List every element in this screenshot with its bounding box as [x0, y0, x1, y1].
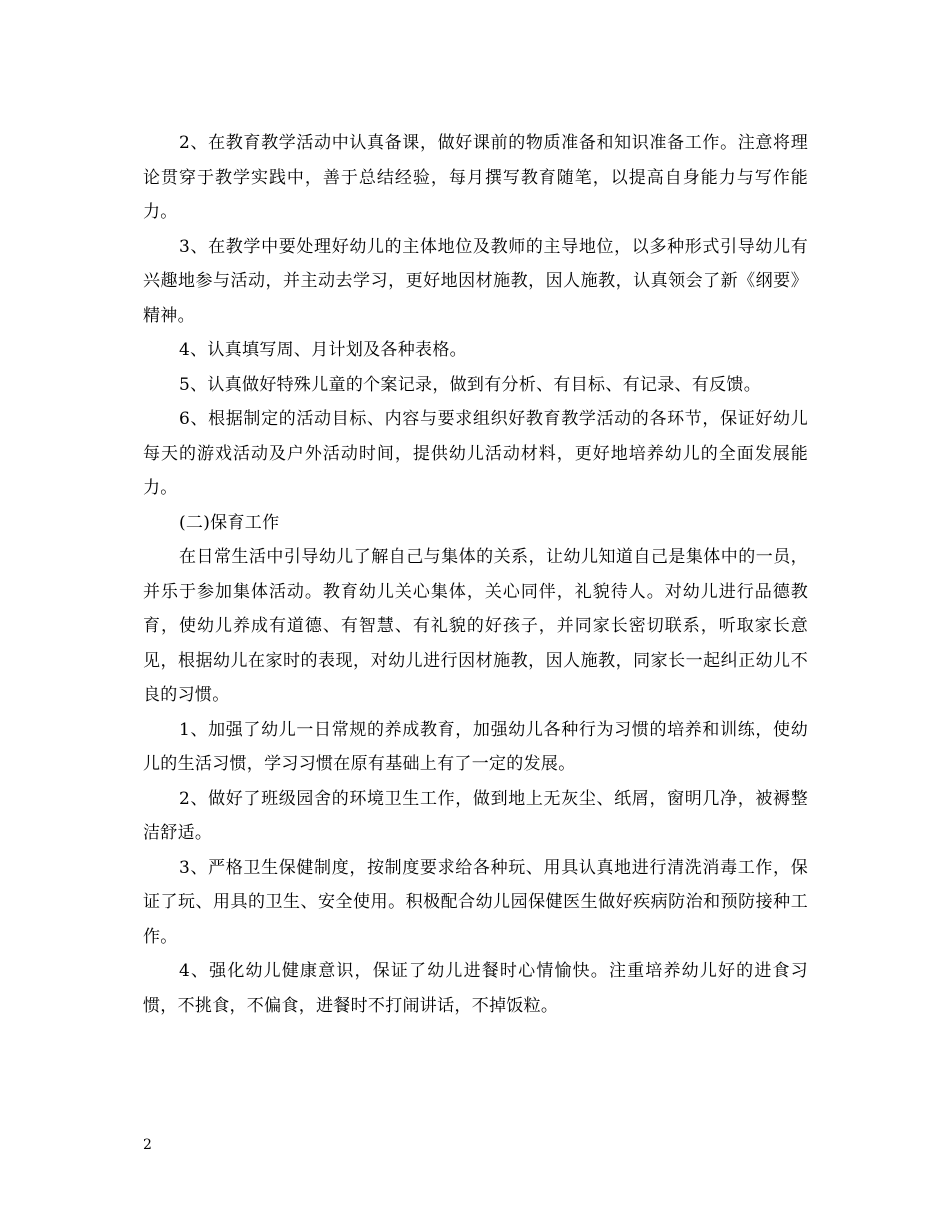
paragraph-health-care-system: 3、严格卫生保健制度，按制度要求给各种玩、用具认真地进行清洗消毒工作，保证了玩、用具的卫生、安全使用。积极配合幼儿园保健医生做好疾病防治和预防接种工作。 [143, 857, 808, 947]
paragraph-health-awareness: 4、强化幼儿健康意识，保证了幼儿进餐时心情愉快。注重培养幼儿好的进食习惯，不挑食，不偏食，进餐时不打闹讲话，不掉饭粒。 [143, 961, 808, 1016]
paragraph-activity-organization: 6、根据制定的活动目标、内容与要求组织好教育教学活动的各环节，保证好幼儿每天的游戏活动及户外活动时间，提供幼儿活动材料，更好地培养幼儿的全面发展能力。 [143, 409, 808, 498]
paragraph-routine-habits: 1、加强了幼儿一日常规的养成教育，加强幼儿各种行为习惯的培养和训练，使幼儿的生活习惯，学习习惯在原有基础上有了一定的发展。 [143, 719, 808, 774]
page-body [143, 126, 808, 1023]
page-number: 2 [143, 1137, 152, 1153]
section-heading-care-work: (二)保育工作 [179, 512, 280, 533]
paragraph-lesson-preparation: 2、在教育教学活动中认真备课，做好课前的物质准备和知识准备工作。注意将理论贯穿于教学实践中，善于总结经验，每月撰写教育随笔，以提高自身能力与写作能力。 [143, 133, 808, 222]
paragraph-child-centered-teaching: 3、在教学中要处理好幼儿的主体地位及教师的主导地位，以多种形式引导幼儿有兴趣地参与活动，并主动去学习，更好地因材施教，因人施教，认真领会了新《纲要》精神。 [143, 236, 808, 326]
paragraph-environment-hygiene: 2、做好了班级园舍的环境卫生工作，做到地上无灰尘、纸屑，窗明几净，被褥整洁舒适。 [143, 788, 808, 843]
paragraph-weekly-monthly-plans: 4、认真填写周、月计划及各种表格。 [179, 340, 467, 360]
paragraph-special-children-records: 5、认真做好特殊儿童的个案记录，做到有分析、有目标、有记录、有反馈。 [179, 374, 762, 395]
paragraph-daily-life-guidance: 在日常生活中引导幼儿了解自己与集体的关系，让幼儿知道自己是集体中的一员，并乐于参加集体活动。教育幼儿关心集体，关心同伴，礼貌待人。对幼儿进行品德教育，使幼儿养成有道德、有智慧、有礼貌的好孩子，并同家长密切联系，听取家长意见，根据幼儿在家时的表现，对幼儿进行因材施教，因人施教，同家长一起纠正幼儿不良的习惯。 [143, 547, 808, 705]
